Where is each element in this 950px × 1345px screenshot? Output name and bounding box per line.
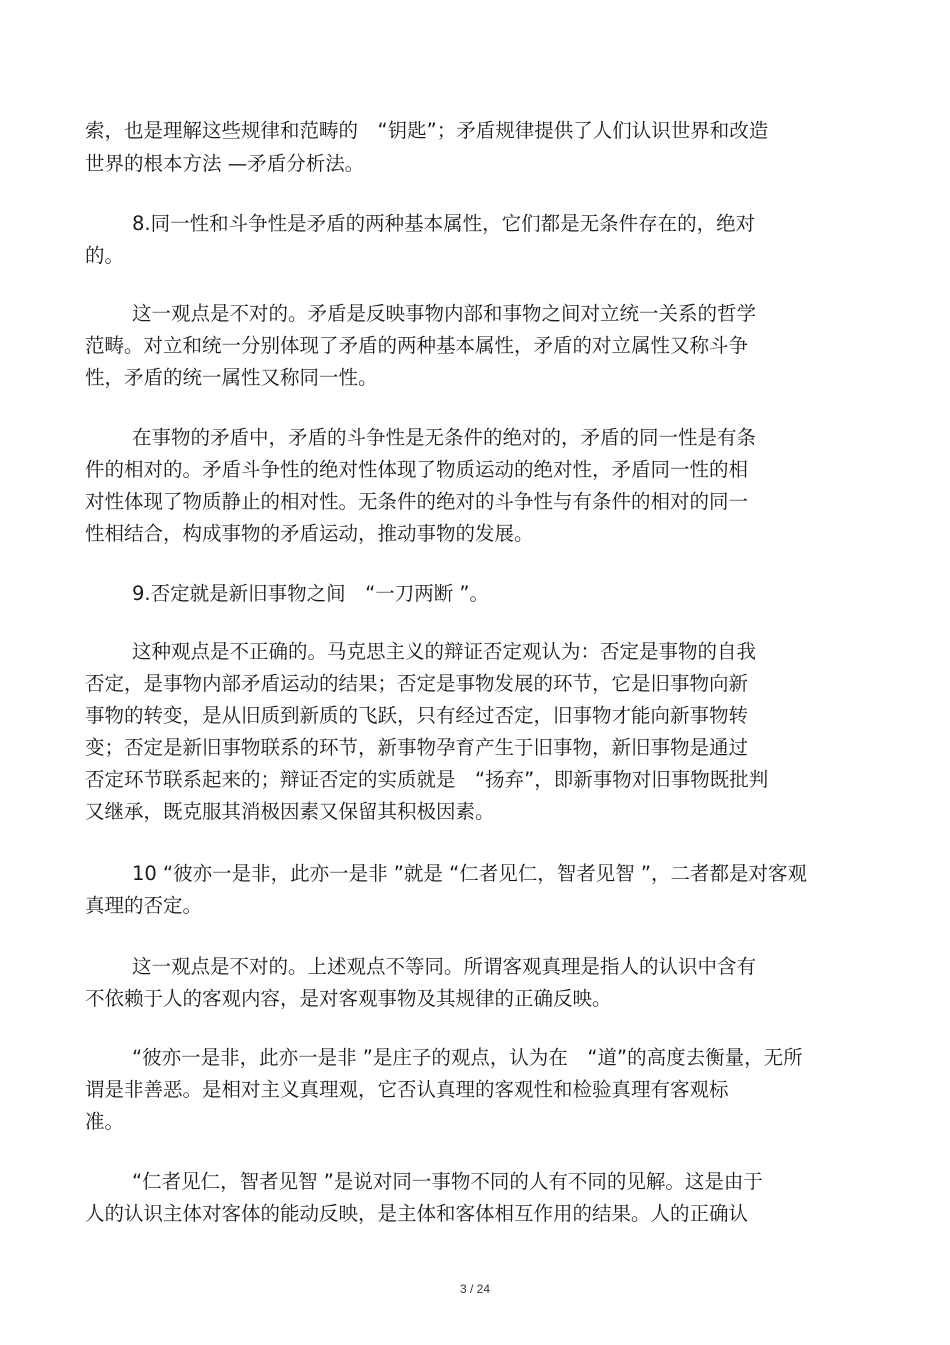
paragraph-6-line-1: 这种观点是不正确的。马克思主义的辩证否定观认为：否定是事物的自我 [132,640,757,663]
paragraph-6-line-4: 变；否定是新旧事物联系的环节，新事物孕育产生于旧事物，新旧事物是通过 [85,736,749,759]
paragraph-3-line-1: 这一观点是不对的。矛盾是反映事物内部和事物之间对立统一关系的哲学 [132,302,757,325]
paragraph-10-line-2: 人的认识主体对客体的能动反映，是主体和客体相互作用的结果。人的正确认 [85,1202,749,1225]
page-number: 3 / 24 [459,1282,491,1296]
paragraph-9-line-2: 谓是非善恶。是相对主义真理观，它否认真理的客观性和检验真理有客观标 [85,1078,729,1101]
paragraph-6-line-5: 否定环节联系起来的；辩证否定的实质就是 “扬弃”，即新事物对旧事物既批判 [85,768,769,791]
paragraph-10-line-1: “仁者见仁，智者见智 ”是说对同一事物不同的人有不同的见解。这是由于 [132,1170,763,1193]
paragraph-3-line-3: 性，矛盾的统一属性又称同一性。 [85,366,378,389]
paragraph-8-line-1: 这一观点是不对的。上述观点不等同。所谓客观真理是指人的认识中含有 [132,955,757,978]
paragraph-6-line-2: 否定，是事物内部矛盾运动的结果；否定是事物发展的环节，它是旧事物向新 [85,672,749,695]
paragraph-4-line-1: 在事物的矛盾中，矛盾的斗争性是无条件的绝对的，矛盾的同一性是有条 [132,426,757,449]
paragraph-9-line-3: 准。 [85,1110,125,1133]
paragraph-6-line-3: 事物的转变，是从旧质到新质的飞跃，只有经过否定，旧事物才能向新事物转 [85,704,749,727]
paragraph-8-line-2: 不依赖于人的客观内容，是对客观事物及其规律的正确反映。 [85,987,612,1010]
paragraph-2-line-2: 的。 [85,244,125,267]
paragraph-2-line-1: 8.同一性和斗争性是矛盾的两种基本属性，它们都是无条件存在的，绝对 [132,212,756,235]
paragraph-1-line-2: 世界的根本方法 —矛盾分析法。 [85,152,365,175]
paragraph-4-line-3: 对性体现了物质静止的相对性。无条件的绝对的斗争性与有条件的相对的同一 [85,490,749,513]
paragraph-4-line-2: 件的相对的。矛盾斗争性的绝对性体现了物质运动的绝对性，矛盾同一性的相 [85,458,749,481]
paragraph-6-line-6: 又继承，既克服其消极因素又保留其积极因素。 [85,800,495,823]
paragraph-4-line-4: 性相结合，构成事物的矛盾运动，推动事物的发展。 [85,522,534,545]
paragraph-3-line-2: 范畴。对立和统一分别体现了矛盾的两种基本属性，矛盾的对立属性又称斗争 [85,334,749,357]
paragraph-5-line-1: 9.否定就是新旧事物之间 “一刀两断 ”。 [132,582,490,605]
paragraph-9-line-1: “彼亦一是非，此亦一是非 ”是庄子的观点，认为在 “道”的高度去衡量，无所 [132,1046,803,1069]
paragraph-7-line-1: 10 “彼亦一是非，此亦一是非 ”就是 “仁者见仁，智者见智 ”，二者都是对客观 [132,862,808,885]
paragraph-1-line-1: 索，也是理解这些规律和范畴的 “钥匙”；矛盾规律提供了人们认识世界和改造 [85,119,769,142]
paragraph-7-line-2: 真理的否定。 [85,894,203,917]
